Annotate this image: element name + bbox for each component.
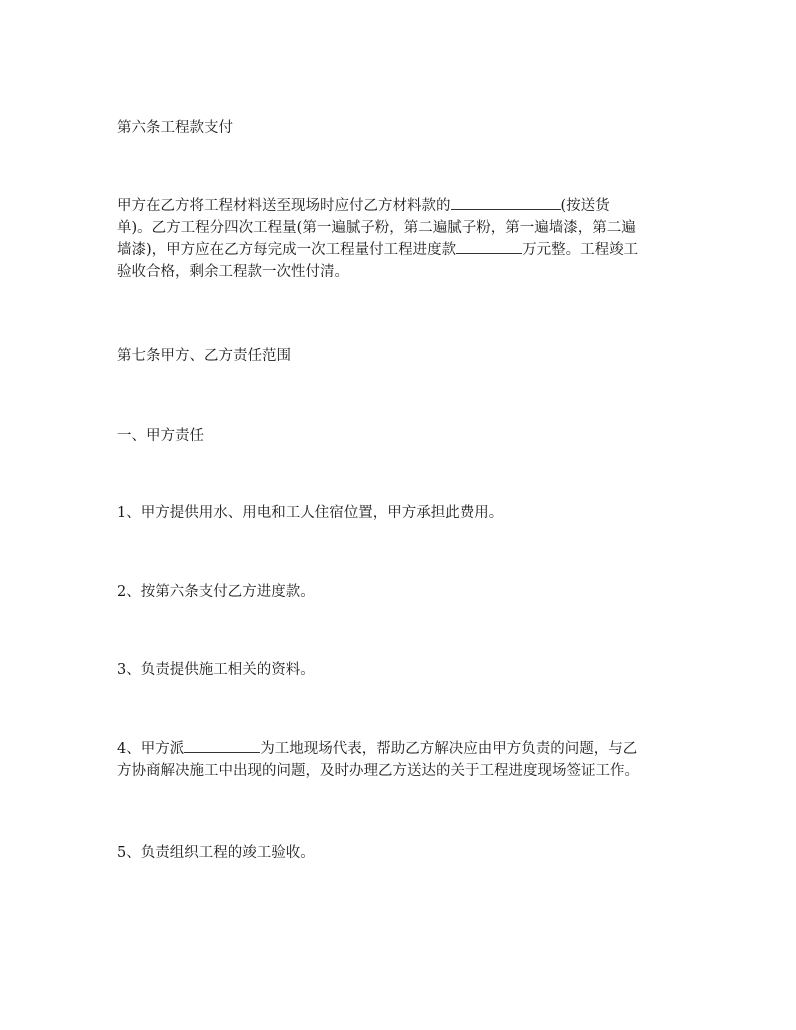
payment-line-3 — [117, 239, 687, 261]
article-6-heading: 第六条工程款支付 — [117, 120, 233, 136]
payment-text-3b: 万元整。工程竣工 — [522, 242, 639, 258]
payment-line-4: 验收合格，剩余工程款一次性付清。 — [117, 264, 349, 280]
responsibility-item-4 — [117, 738, 687, 782]
item4-text-1a: 4、甲方派 — [117, 741, 185, 757]
item4-text-1b: 为工地现场代表，帮助乙方解决应由甲方负责的问题，与乙 — [260, 741, 638, 757]
responsibility-item-1: 1、甲方提供用水、用电和工人住宿位置，甲方承担此费用。 — [117, 505, 504, 521]
responsibility-item-5: 5、负责组织工程的竣工验收。 — [117, 845, 315, 861]
payment-paragraph — [117, 195, 687, 283]
payment-line-2: 单)。乙方工程分四次工程量(第一遍腻子粉，第二遍腻子粉，第一遍墙漆，第二遍 — [117, 220, 636, 236]
party-a-responsibility-heading: 一、甲方责任 — [117, 428, 204, 444]
responsibility-item-2: 2、按第六条支付乙方进度款。 — [117, 584, 315, 600]
responsibility-item-3: 3、负责提供施工相关的资料。 — [117, 662, 315, 678]
payment-text-1b: (按送货 — [560, 198, 610, 214]
payment-text-3a: 墙漆)，甲方应在乙方每完成一次工程量付工程进度款 — [117, 242, 457, 258]
site-representative-blank[interactable] — [184, 738, 260, 753]
item4-line-2: 方协商解决施工中出现的问题，及时办理乙方送达的关于工程进度现场签证工作。 — [117, 763, 639, 779]
progress-payment-blank[interactable] — [456, 239, 522, 254]
material-payment-blank[interactable] — [451, 195, 561, 210]
payment-text-1a: 甲方在乙方将工程材料送至现场时应付乙方材料款的 — [117, 198, 451, 214]
article-7-heading: 第七条甲方、乙方责任范围 — [117, 348, 291, 364]
item4-line-1 — [117, 738, 687, 760]
payment-line-1 — [117, 195, 687, 217]
